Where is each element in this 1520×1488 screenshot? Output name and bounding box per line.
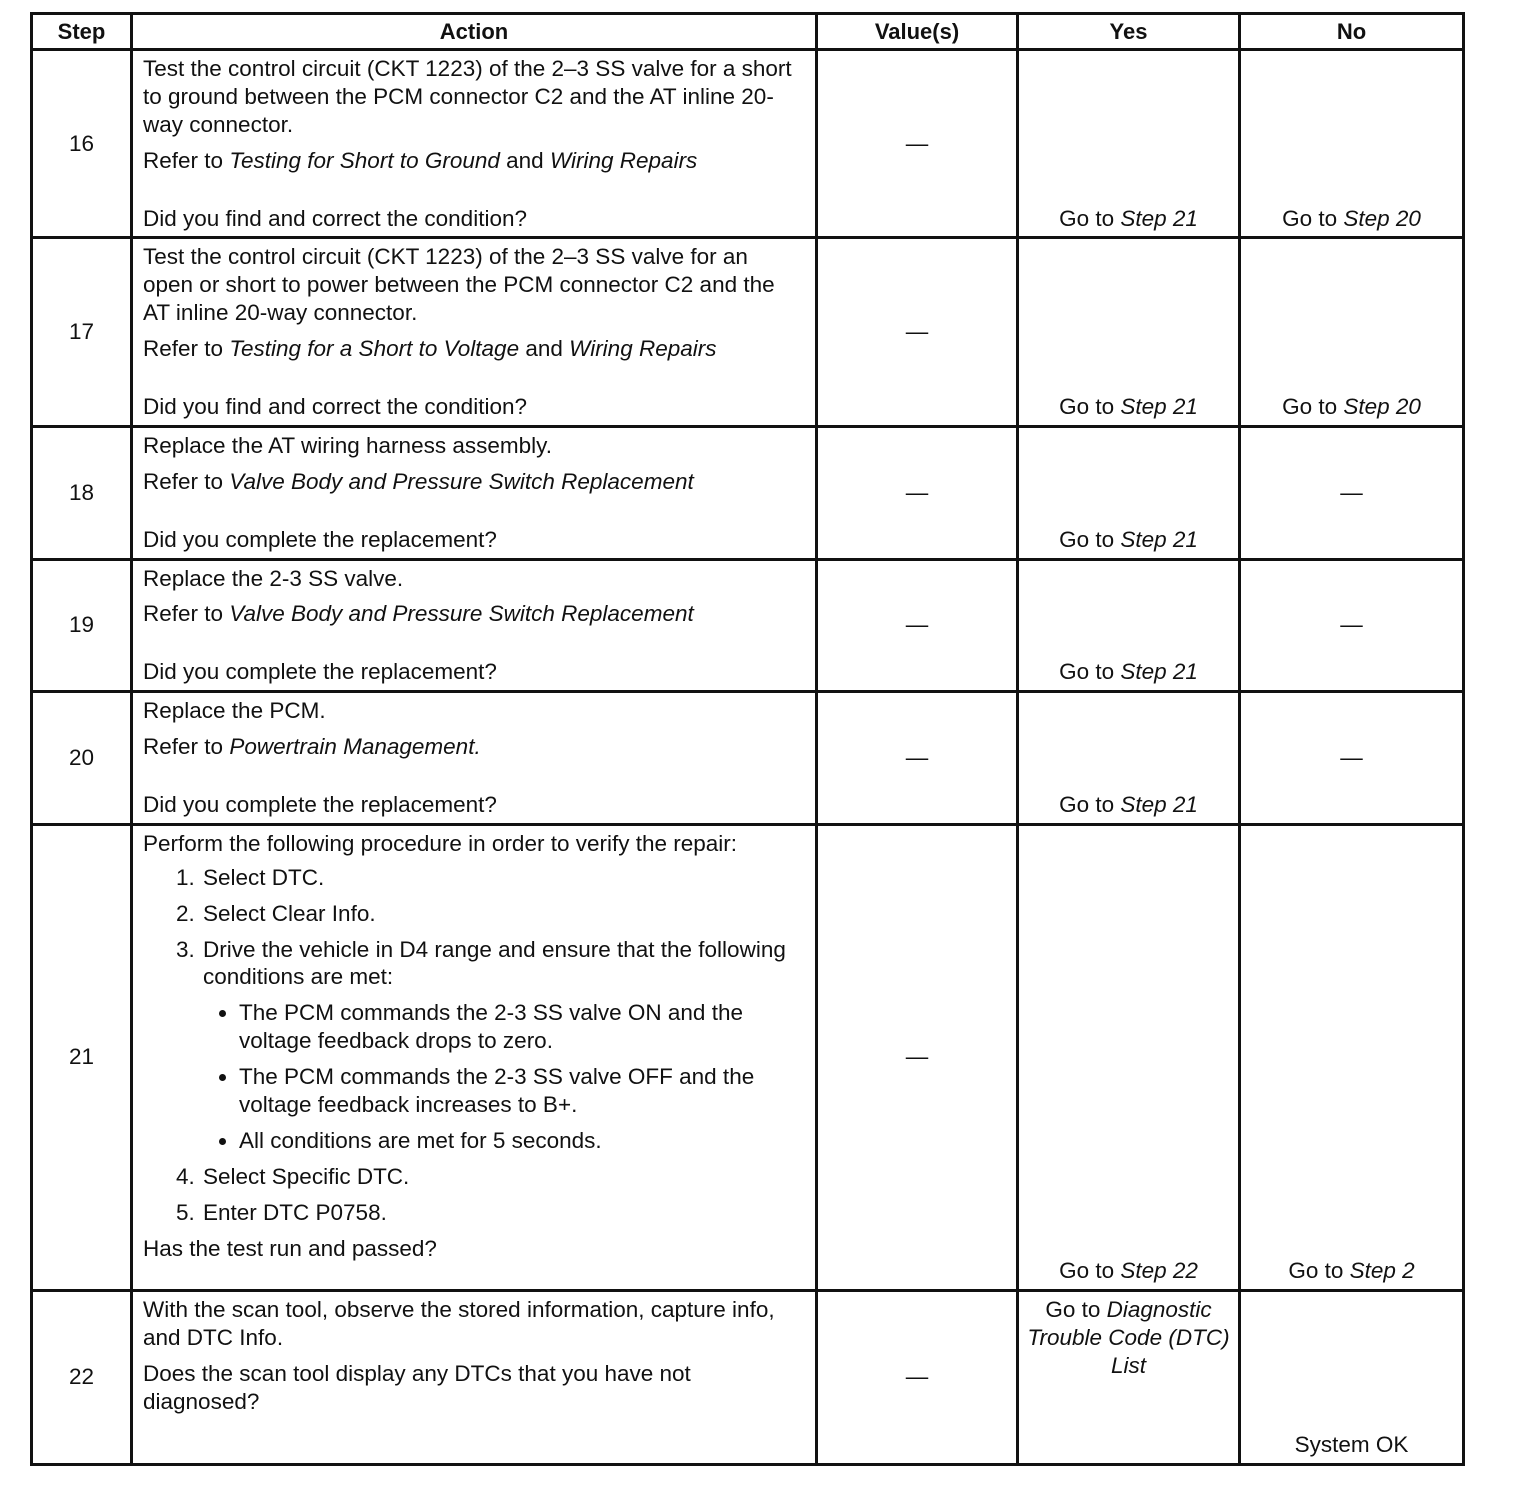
step-number: 22 (32, 1290, 132, 1464)
no-cell: — (1240, 426, 1464, 559)
bullet-item: • The PCM commands the 2-3 SS valve ON and the voltage feedback drops to zero. (239, 999, 803, 1055)
header-action: Action (132, 14, 817, 50)
value-cell: — (817, 692, 1018, 825)
value-cell: — (817, 238, 1018, 426)
step-number: 17 (32, 238, 132, 426)
no-cell: — (1240, 692, 1464, 825)
conditions-list (203, 999, 803, 1154)
action-cell (132, 559, 817, 692)
table-row-20 (32, 692, 1464, 825)
yes-cell (1018, 1290, 1240, 1464)
refer-to-label: Refer to (143, 734, 224, 760)
go-to-label: Go to (1059, 205, 1115, 231)
go-to-label: Go to (1059, 792, 1115, 818)
refer-to-label: Refer to (143, 601, 224, 627)
go-to-label: Go to (1059, 394, 1115, 420)
question-text: Did you find and correct the condition? (143, 205, 527, 231)
go-to-label: Go to (1059, 526, 1115, 552)
header-values: Value(s) (817, 14, 1018, 50)
step-number: 19 (32, 559, 132, 692)
go-to-label: Go to (1282, 394, 1338, 420)
list-item (201, 936, 803, 1155)
action-text: Test the control circuit (CKT 1223) of the 2–3 SS valve for an open or short to power between the PCM connector C2 and the AT inline 20-way connector. (143, 244, 775, 326)
reference-line (143, 468, 803, 496)
no-step-link[interactable]: Step 20 (1343, 205, 1421, 231)
action-cell (132, 426, 817, 559)
question-text: Does the scan tool display any DTCs that you have not diagnosed? (143, 1360, 691, 1414)
diagnostic-table (30, 12, 1465, 1466)
value-cell: — (817, 50, 1018, 238)
table-row-17 (32, 238, 1464, 426)
list-item (201, 864, 803, 892)
yes-step-link[interactable]: Step 21 (1120, 792, 1198, 818)
yes-cell (1018, 824, 1240, 1290)
question-text: Has the test run and passed? (143, 1235, 437, 1261)
reference-line (143, 733, 803, 761)
refer-to-label: Refer to (143, 468, 224, 494)
header-yes: Yes (1018, 14, 1240, 50)
bullet-item: • All conditions are met for 5 seconds. (239, 1127, 803, 1155)
go-to-label: Go to (1045, 1296, 1101, 1322)
go-to-label: Go to (1059, 659, 1115, 685)
action-cell (132, 1290, 817, 1464)
go-to-label: Go to (1288, 1258, 1344, 1284)
reference-line (143, 147, 803, 175)
list-item-text: Select Specific DTC. (203, 1163, 410, 1189)
reference-link[interactable]: Testing for a Short to Voltage (229, 336, 520, 362)
no-cell: System OK (1240, 1290, 1464, 1464)
procedure-list (143, 864, 803, 1227)
question-text: Did you complete the replacement? (143, 659, 497, 685)
list-item (201, 900, 803, 928)
no-cell (1240, 824, 1464, 1290)
question-text: Did you complete the replacement? (143, 526, 497, 552)
yes-step-link[interactable]: Step 21 (1120, 205, 1198, 231)
action-text: Replace the AT wiring harness assembly. (143, 432, 552, 458)
step-number: 18 (32, 426, 132, 559)
step-number: 20 (32, 692, 132, 825)
table-row-19 (32, 559, 1464, 692)
reference-link[interactable]: Valve Body and Pressure Switch Replacement (229, 601, 694, 627)
reference-link[interactable]: Valve Body and Pressure Switch Replacement (229, 468, 694, 494)
list-item-text: Enter DTC P0758. (203, 1199, 387, 1225)
list-item (201, 1199, 803, 1227)
value-cell: — (817, 426, 1018, 559)
reference-link[interactable]: Wiring Repairs (569, 336, 717, 362)
no-step-link[interactable]: Step 2 (1349, 1258, 1415, 1284)
reference-line (143, 335, 803, 363)
refer-to-label: Refer to (143, 147, 224, 173)
action-cell (132, 50, 817, 238)
step-number: 21 (32, 824, 132, 1290)
no-cell (1240, 50, 1464, 238)
table-row-22 (32, 1290, 1464, 1464)
question-text: Did you find and correct the condition? (143, 394, 527, 420)
refer-to-label: Refer to (143, 336, 224, 362)
question-text: Did you complete the replacement? (143, 792, 497, 818)
value-cell: — (817, 824, 1018, 1290)
no-cell (1240, 238, 1464, 426)
header-row (32, 14, 1464, 50)
yes-cell (1018, 426, 1240, 559)
yes-dtc-list-link[interactable]: Diagnostic Trouble Code (DTC) List (1027, 1296, 1230, 1378)
action-text: With the scan tool, observe the stored information, capture info, and DTC Info. (143, 1296, 775, 1350)
action-cell (132, 238, 817, 426)
bullet-item: • The PCM commands the 2-3 SS valve OFF and the voltage feedback increases to B+. (239, 1063, 803, 1119)
reference-link[interactable]: Wiring Repairs (549, 147, 698, 173)
table-row-18 (32, 426, 1464, 559)
header-no: No (1240, 14, 1464, 50)
list-item (201, 1163, 803, 1191)
action-text: Replace the PCM. (143, 698, 326, 724)
value-cell: — (817, 559, 1018, 692)
and-label: and (525, 336, 563, 362)
yes-cell (1018, 238, 1240, 426)
list-item-text: Select DTC. (203, 864, 325, 890)
list-item-text: Select Clear Info. (203, 900, 376, 926)
yes-cell (1018, 559, 1240, 692)
go-to-label: Go to (1059, 1258, 1115, 1284)
yes-cell (1018, 50, 1240, 238)
yes-step-link[interactable]: Step 21 (1120, 526, 1198, 552)
yes-step-link[interactable]: Step 21 (1120, 659, 1198, 685)
action-cell (132, 692, 817, 825)
yes-cell (1018, 692, 1240, 825)
reference-link[interactable]: Testing for Short to Ground (229, 147, 500, 173)
reference-line (143, 600, 803, 628)
table-row-21 (32, 824, 1464, 1290)
table-row-16 (32, 50, 1464, 238)
action-text: Test the control circuit (CKT 1223) of the 2–3 SS valve for a short to ground between the PCM connector C2 and the AT inline 20-way connector. (143, 56, 792, 137)
no-step-link[interactable]: Step 20 (1343, 394, 1421, 420)
value-cell: — (817, 1290, 1018, 1464)
no-cell: — (1240, 559, 1464, 692)
action-text: Replace the 2-3 SS valve. (143, 565, 404, 591)
yes-step-link[interactable]: Step 22 (1120, 1258, 1198, 1284)
action-text: Perform the following procedure in order to verify the repair: (143, 830, 738, 856)
action-cell (132, 824, 817, 1290)
go-to-label: Go to (1282, 205, 1338, 231)
list-item-text: Drive the vehicle in D4 range and ensure that the following conditions are met: (203, 936, 786, 990)
and-label: and (506, 147, 544, 173)
step-number: 16 (32, 50, 132, 238)
yes-step-link[interactable]: Step 21 (1120, 394, 1198, 420)
header-step: Step (32, 14, 132, 50)
reference-link[interactable]: Powertrain Management. (229, 734, 481, 760)
